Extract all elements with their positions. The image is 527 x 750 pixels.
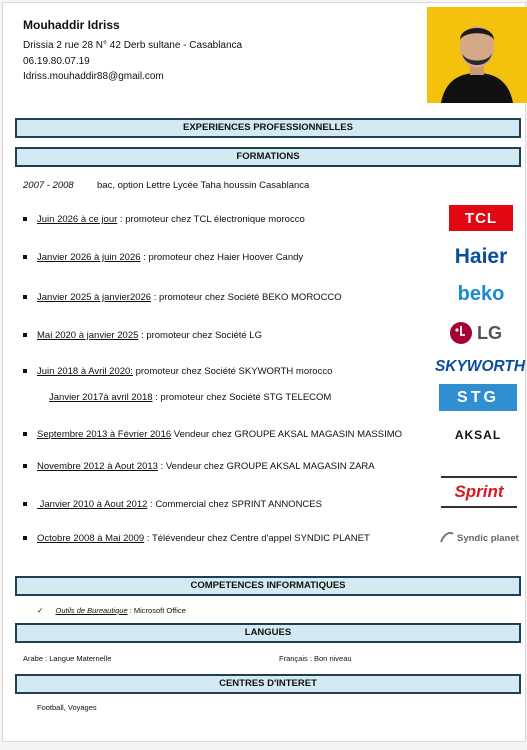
experience-item: Novembre 2012 à Aout 2013 : Vendeur chez GROUPE AKSAL MAGASIN ZARA (23, 461, 375, 472)
language-french: Français : Bon niveau (279, 654, 352, 663)
beko-logo: beko (457, 282, 505, 305)
experience-item: Mai 2020 à janvier 2025 : promoteur chez Société LG (23, 330, 262, 341)
syndic-planet-logo: Syndic planet (439, 527, 519, 549)
section-langues: LANGUES (15, 623, 521, 643)
candidate-name: Mouhaddir Idriss (23, 18, 120, 32)
formation-text: bac, option Lettre Lycée Taha houssin Casablanca (97, 180, 310, 191)
experience-item: Janvier 2026 à juin 2026 : promoteur chez Haier Hoover Candy (23, 252, 303, 263)
interests-text: Football, Voyages (37, 703, 97, 712)
section-interets: CENTRES D'INTERET (15, 674, 521, 694)
email: Idriss.mouhaddir88@gmail.com (23, 71, 164, 82)
experience-item: Juin 2018 à Avril 2020: promoteur chez Société SKYWORTH morocco (23, 366, 332, 377)
experience-item: Janvier 2010 à Aout 2012 : Commercial chez SPRINT ANNONCES (23, 499, 322, 510)
phone: 06.19.80.07.19 (23, 56, 90, 67)
tcl-logo: TCL (449, 205, 513, 231)
check-icon: ✓ (37, 606, 44, 615)
section-formations: FORMATIONS (15, 147, 521, 167)
lg-face-icon (449, 321, 473, 345)
experience-item: Janvier 2025 à janvier2026 : promoteur chez Société BEKO MOROCCO (23, 292, 342, 303)
experience-item: Septembre 2013 à Février 2016 Vendeur chez GROUPE AKSAL MAGASIN MASSIMO (23, 429, 402, 440)
lg-logo: LG (449, 319, 513, 347)
cv-page (2, 2, 526, 742)
syndic-swoosh-icon (439, 530, 455, 546)
competence-item: ✓ Outils de Bureautique : Microsoft Office (37, 606, 186, 615)
section-competences: COMPETENCES INFORMATIQUES (15, 576, 521, 596)
formation-period: 2007 - 2008 (23, 180, 74, 191)
stg-logo: STG (439, 384, 517, 411)
language-arabic: Arabe : Langue Maternelle (23, 654, 112, 663)
experience-item: Juin 2026 à ce jour : promoteur chez TCL électronique morocco (23, 214, 305, 225)
profile-photo (427, 7, 527, 103)
sprint-logo: Sprint (441, 476, 517, 508)
aksal-logo: AKSAL (454, 428, 502, 442)
skyworth-logo: SKYWORTH (434, 358, 526, 375)
haier-logo: Haier (454, 245, 508, 268)
experience-item: Janvier 2017à avril 2018 : promoteur chez Société STG TELECOM (49, 392, 332, 403)
experience-item: Octobre 2008 à Mai 2009 : Télévendeur chez Centre d'appel SYNDIC PLANET (23, 533, 370, 544)
formation-row (23, 180, 309, 191)
address: Drissia 2 rue 28 N° 42 Derb sultane - Casablanca (23, 40, 243, 51)
section-experience: EXPERIENCES PROFESSIONNELLES (15, 118, 521, 138)
